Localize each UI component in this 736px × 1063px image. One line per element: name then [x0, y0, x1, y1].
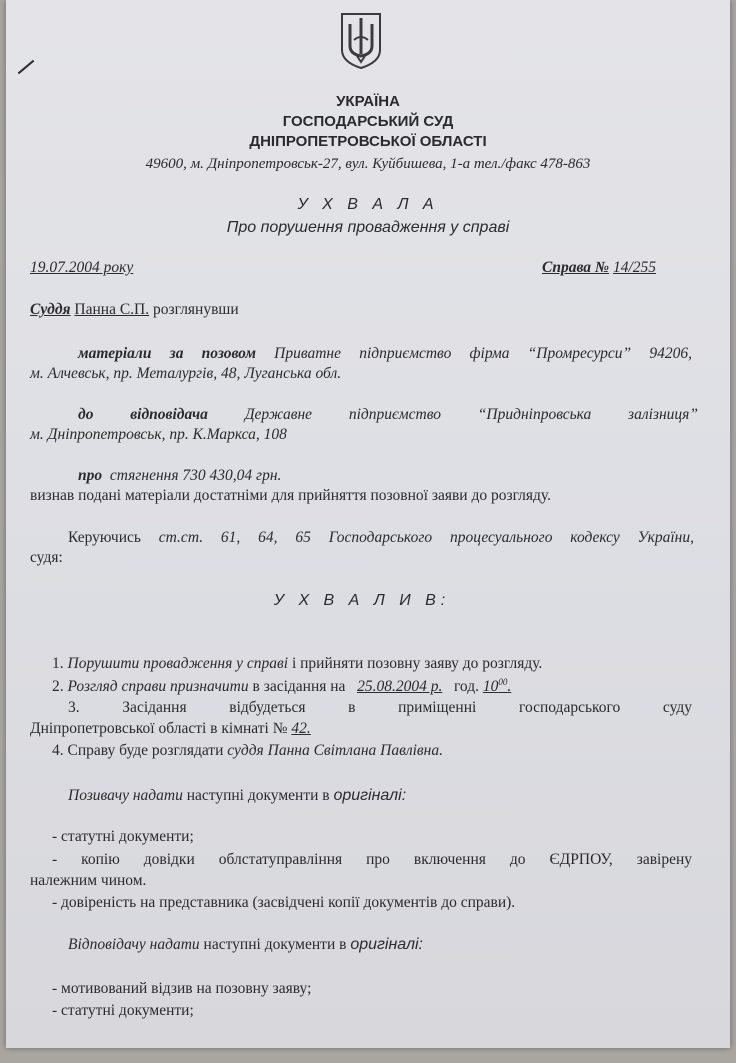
item-3-room: 42. [291, 720, 311, 737]
plaintiff-doc-2-line-2: належним чином. [30, 872, 147, 889]
item-2-time: $10^{00}$. [482, 677, 512, 696]
judge-line [30, 301, 239, 319]
item-2-time-label: год. [453, 678, 479, 696]
respondent-docs-heading-italic: Відповідачу надати [68, 936, 200, 953]
guided-articles: ст.ст. 61, 64, 65 Господарського процесуального кодексу України, [158, 529, 694, 546]
item-4-text: 4. Справу буде розглядати [52, 742, 224, 759]
guided-suffix: судя: [30, 549, 63, 566]
header-country: УКРАЇНА [336, 93, 400, 110]
item-1 [52, 655, 542, 673]
respondent-doc-1: - мотивований відзив на позовну заяву; [52, 980, 312, 997]
guided-line [68, 529, 694, 547]
plaintiff-docs-heading-text: наступні документи в [186, 787, 330, 804]
subject-line [78, 467, 281, 485]
recognized-text: визнав подані матеріали достатніми для прийняття позовної заяви до розгляду. [30, 487, 552, 504]
item-2-italic: Розгляд справи призначити [67, 678, 249, 696]
item-2-minutes: 00 [498, 677, 508, 687]
document-page [6, 0, 730, 1048]
resolved-title: У Х В А Л И В: [273, 592, 451, 609]
item-3-line-1: 3. Засідання відбудеться в приміщенні господарського суду [68, 699, 692, 716]
claim-plaintiff-1: Приватне підприємство фірма “Промресурси” 94206, [274, 345, 692, 362]
claim-label: матеріали за позовом [78, 345, 256, 362]
respondent-docs-heading-word: оригіналі: [350, 936, 423, 953]
subject-label: про [78, 467, 103, 484]
document-subtitle: Про порушення провадження у справі [226, 219, 510, 236]
plaintiff-doc-2-line-1: - копію довідки облстатуправління про включення до ЄДРПОУ, завірену [52, 851, 692, 868]
item-3-line-2 [30, 720, 311, 738]
respondent-line-1 [78, 406, 698, 424]
claim-plaintiff-2: м. Алчевськ, пр. Металургів, 48, Луганська обл. [30, 365, 342, 382]
item-3-text: Дніпропетровської області в кімнаті № [30, 720, 288, 737]
judge-text: розглянувши [153, 301, 239, 318]
plaintiff-doc-3: - довіреність на представника (засвідчені копії документів до справи). [52, 894, 516, 911]
item-1-number: 1. [52, 655, 64, 672]
header-region: ДНІПРОПЕТРОВСЬКОЇ ОБЛАСТІ [249, 133, 487, 150]
header-court: ГОСПОДАРСЬКИЙ СУД [282, 113, 454, 130]
plaintiff-docs-heading [68, 787, 406, 805]
respondent-address: м. Дніпропетровськ, пр. К.Маркса, 108 [30, 426, 287, 443]
respondent-docs-heading-text: наступні документи в [203, 936, 347, 953]
item-2 [52, 677, 511, 696]
item-2-number: 2. [52, 678, 64, 696]
case-number [542, 259, 656, 277]
plaintiff-docs-heading-word: оригіналі: [333, 787, 407, 804]
item-4 [52, 742, 443, 760]
item-4-italic: суддя Панна Світлана Павлівна. [227, 742, 443, 759]
respondent-doc-2: - статутні документи; [52, 1002, 194, 1019]
document-title: У Х В А Л А [297, 196, 439, 213]
item-1-rest: і прийняти позовну заяву до розгляду. [291, 655, 543, 672]
trident-emblem-icon [336, 10, 386, 70]
judge-label: Суддя [30, 301, 71, 318]
case-number-value: 14/255 [612, 259, 657, 276]
case-label: Справа № [542, 259, 610, 276]
item-2-text: в засідання на [252, 678, 346, 696]
subject-text: стягнення 730 430,04 грн. [109, 467, 282, 484]
document-date: 19.07.2004 року [30, 259, 134, 276]
judge-name: Панна С.П. [74, 301, 150, 318]
respondent-label: до відповідача [78, 406, 208, 423]
item-1-italic: Порушити провадження у справі [67, 655, 289, 672]
header-address: 49600, м. Дніпропетровськ-27, вул. Куйбишева, 1-а тел./факс 478-863 [145, 156, 591, 172]
pen-mark [18, 60, 35, 74]
plaintiff-doc-1: - статутні документи; [52, 828, 194, 845]
claim-line-1 [78, 345, 692, 363]
plaintiff-docs-heading-italic: Позивачу надати [68, 787, 183, 804]
item-2-hour: 10 [482, 678, 499, 696]
respondent-docs-heading [68, 936, 423, 954]
respondent-name: Державне підприємство “Придніпровська залізниця” [244, 406, 698, 423]
guided-prefix: Керуючись [68, 529, 141, 546]
item-2-date: 25.08.2004 р. [357, 678, 443, 696]
